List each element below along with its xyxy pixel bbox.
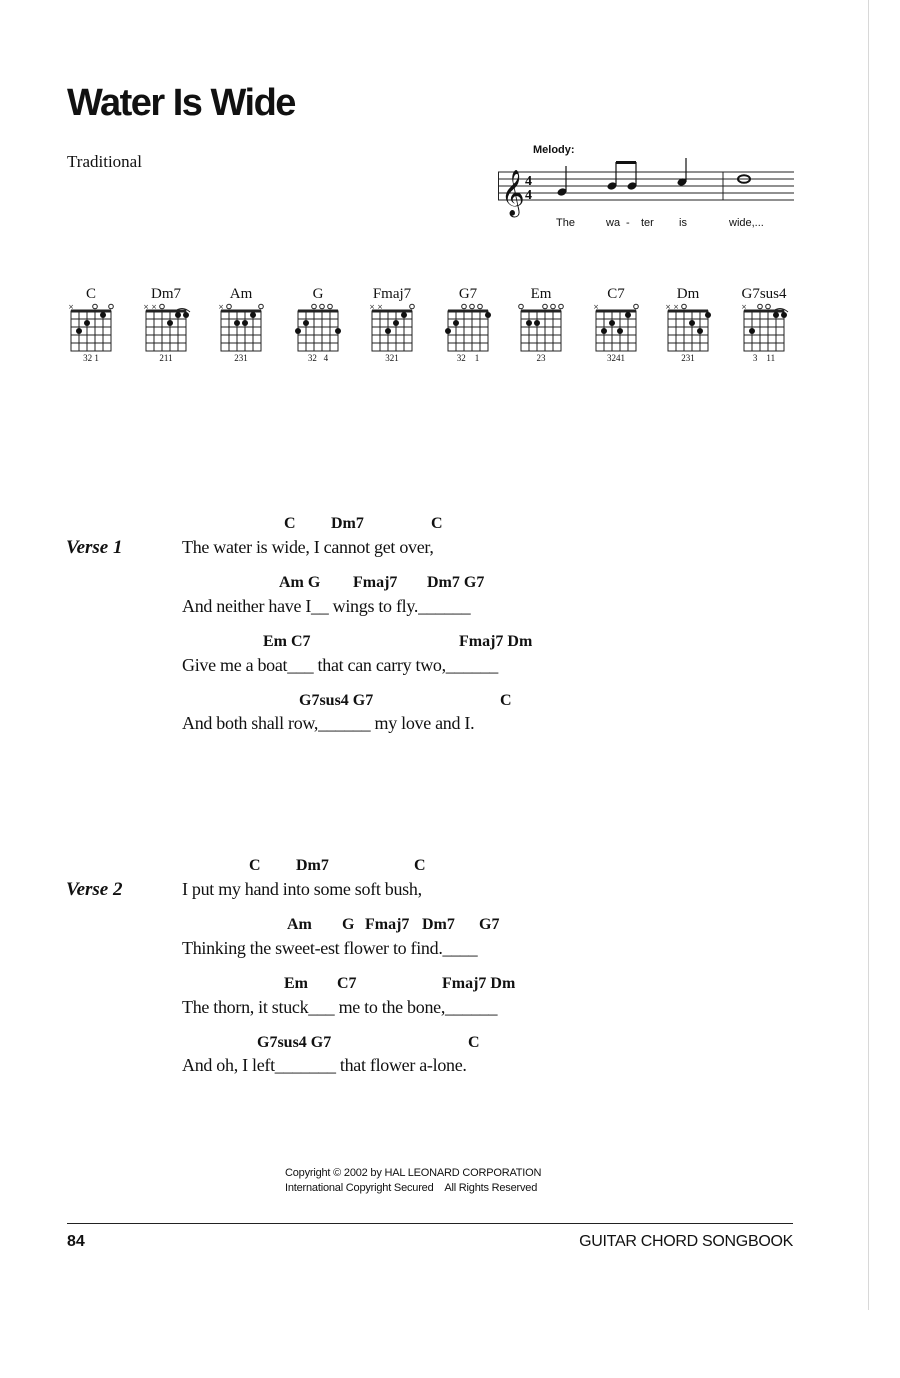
book-title: GUITAR CHORD SONGBOOK bbox=[579, 1233, 793, 1250]
chord-symbol: Dm7 bbox=[296, 857, 329, 874]
chord-grid-icon bbox=[666, 303, 710, 353]
chord-symbol: C bbox=[500, 692, 512, 709]
chord-symbol: C bbox=[468, 1034, 480, 1051]
chord-diagram-dm7 bbox=[136, 286, 196, 365]
melody-label: Melody: bbox=[533, 144, 575, 156]
song-title: Water Is Wide bbox=[67, 82, 295, 124]
copyright-line: Copyright © 2002 by HAL LEONARD CORPORATION bbox=[285, 1167, 542, 1179]
chord-fingering: 3 11 bbox=[752, 353, 776, 363]
chord-diagram-name: G7 bbox=[458, 286, 478, 302]
chord-symbol: C bbox=[284, 515, 296, 532]
chord-fingering: 231 bbox=[681, 353, 695, 363]
melody-lyric: wide,... bbox=[729, 217, 764, 229]
chord-fingering: 32 4 bbox=[307, 353, 329, 363]
chord-grid-icon bbox=[594, 303, 638, 353]
chord-diagram-name: C7 bbox=[607, 286, 625, 302]
chord-symbol: Am G bbox=[279, 574, 321, 591]
melody-lyric: - bbox=[626, 217, 630, 229]
time-signature-bottom: 4 bbox=[525, 188, 532, 203]
svg-text:×: × bbox=[665, 303, 671, 311]
chord-grid-icon bbox=[446, 303, 490, 353]
svg-text:×: × bbox=[143, 303, 149, 311]
melody-staff bbox=[498, 160, 798, 220]
chord-grid-icon bbox=[144, 303, 188, 353]
chord-fingering: 3241 bbox=[607, 353, 625, 363]
chord-diagram-name: Dm bbox=[676, 286, 700, 302]
chord-symbol: Am bbox=[287, 916, 312, 933]
chord-symbol: G7 bbox=[479, 916, 500, 933]
chord-symbol: Fmaj7 Dm bbox=[442, 975, 516, 992]
page-edge-line bbox=[868, 0, 869, 1310]
chord-symbol: C bbox=[414, 857, 426, 874]
treble-clef-icon: 𝄞 bbox=[501, 170, 525, 216]
svg-text:×: × bbox=[741, 303, 747, 311]
lyric-line: The thorn, it stuck___ me to the bone,______ bbox=[182, 997, 498, 1017]
chord-fingering: 32 1 bbox=[456, 353, 480, 363]
chord-symbol: C bbox=[249, 857, 261, 874]
lyric-line: And oh, I left_______ that flower a-lone. bbox=[182, 1055, 467, 1075]
chord-fingering: 23 bbox=[536, 353, 546, 363]
chord-symbol: Em bbox=[284, 975, 308, 992]
chord-symbol: C bbox=[431, 515, 443, 532]
composer-credit: Traditional bbox=[67, 152, 142, 171]
chord-symbol: Fmaj7 Dm bbox=[459, 633, 533, 650]
chord-symbol: Dm7 bbox=[331, 515, 364, 532]
copyright-notice bbox=[285, 1166, 541, 1196]
svg-text:×: × bbox=[673, 303, 679, 311]
chord-symbol: Fmaj7 bbox=[365, 916, 410, 933]
svg-text:×: × bbox=[377, 303, 383, 311]
chord-grid-icon bbox=[742, 303, 786, 353]
chord-diagram-name: Dm7 bbox=[151, 286, 181, 302]
chord-diagram-name: Fmaj7 bbox=[372, 286, 412, 302]
chord-diagram-c bbox=[61, 286, 121, 365]
chord-diagram-g7sus4 bbox=[734, 286, 794, 365]
footer-rule bbox=[67, 1223, 793, 1224]
svg-text:×: × bbox=[68, 303, 74, 311]
lyric-line: And neither have I__ wings to fly.______ bbox=[182, 596, 471, 616]
lyric-line: I put my hand into some soft bush, bbox=[182, 879, 422, 899]
chord-fingering: 231 bbox=[234, 353, 248, 363]
chord-diagram-name: Em bbox=[530, 286, 552, 302]
chord-grid-icon bbox=[370, 303, 414, 353]
lyric-line: Thinking the sweet-est flower to find.____ bbox=[182, 938, 478, 958]
melody-lyric: is bbox=[679, 217, 687, 229]
chord-symbol: G bbox=[342, 916, 355, 933]
page-number: 84 bbox=[67, 1233, 85, 1250]
verse-1-label: Verse 1 bbox=[66, 537, 123, 558]
chord-diagram-name: G bbox=[312, 286, 324, 302]
chord-diagram-am bbox=[211, 286, 271, 365]
chord-symbol: G7sus4 G7 bbox=[257, 1034, 332, 1051]
lyric-line: And both shall row,______ my love and I. bbox=[182, 713, 475, 733]
chord-diagram-name: Am bbox=[229, 286, 253, 302]
chord-diagram-g bbox=[288, 286, 348, 365]
lyric-line: Give me a boat___ that can carry two,______ bbox=[182, 655, 498, 675]
lyric-line: The water is wide, I cannot get over, bbox=[182, 537, 434, 557]
chord-fingering: 211 bbox=[159, 353, 173, 363]
chord-fingering: 32 1 bbox=[83, 353, 99, 363]
chord-grid-icon bbox=[219, 303, 263, 353]
chord-grid-icon bbox=[519, 303, 563, 353]
svg-text:×: × bbox=[218, 303, 224, 311]
copyright-line: International Copyright Secured All Rights Reserved bbox=[285, 1182, 538, 1194]
time-signature-top: 4 bbox=[525, 174, 532, 189]
melody-lyric: ter bbox=[641, 217, 654, 229]
melody-lyric: wa bbox=[606, 217, 621, 229]
chord-diagram-name: C bbox=[85, 286, 96, 302]
chord-diagram-fmaj7 bbox=[362, 286, 422, 365]
chord-symbol: Dm7 G7 bbox=[427, 574, 485, 591]
chord-symbol: Em C7 bbox=[263, 633, 311, 650]
verse-2-label: Verse 2 bbox=[66, 879, 123, 900]
melody-notes bbox=[557, 158, 750, 197]
chord-diagram-name: G7sus4 bbox=[741, 286, 787, 302]
chord-diagram-em bbox=[511, 286, 571, 365]
chord-diagram-c7 bbox=[586, 286, 646, 365]
chord-grid-icon bbox=[69, 303, 113, 353]
chord-fingering: 321 bbox=[385, 353, 399, 363]
chord-diagram-dm bbox=[658, 286, 718, 365]
svg-text:×: × bbox=[593, 303, 599, 311]
melody-lyric: The bbox=[556, 217, 575, 229]
svg-text:×: × bbox=[151, 303, 157, 311]
chord-diagram-g7 bbox=[438, 286, 498, 365]
chord-symbol: Fmaj7 bbox=[353, 574, 398, 591]
chord-symbol: C7 bbox=[337, 975, 357, 992]
chord-symbol: Dm7 bbox=[422, 916, 455, 933]
chord-grid-icon bbox=[296, 303, 340, 353]
chord-symbol: G7sus4 G7 bbox=[299, 692, 374, 709]
svg-text:×: × bbox=[369, 303, 375, 311]
